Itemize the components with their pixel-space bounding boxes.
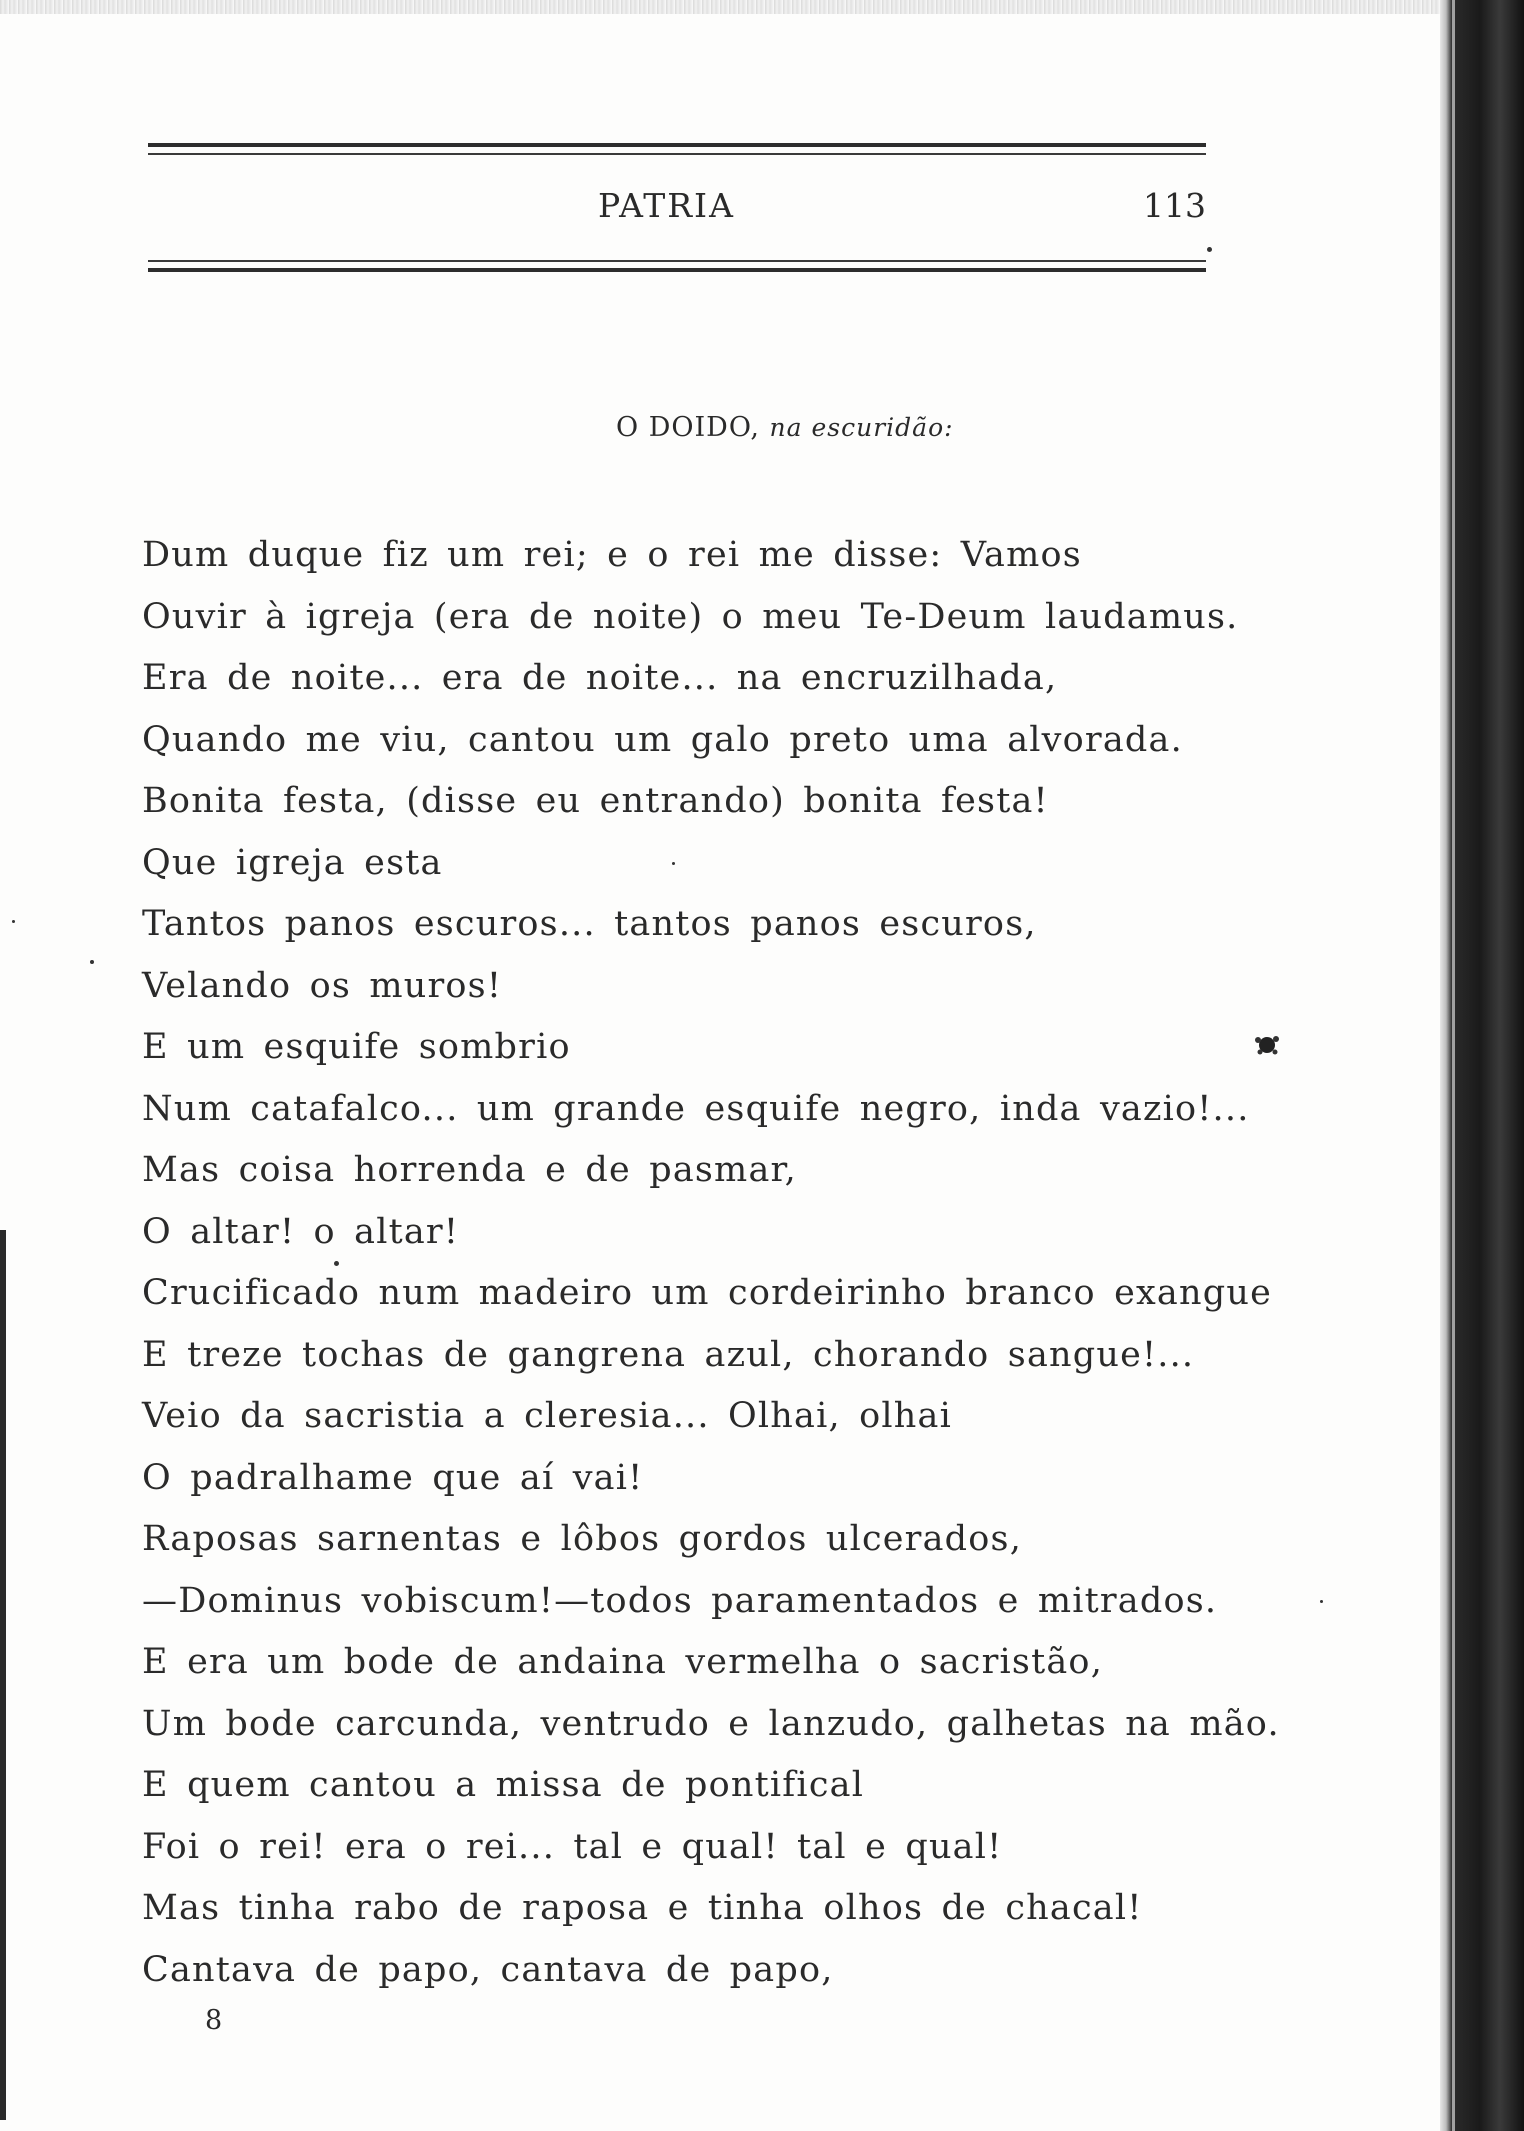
scan-speck [90, 960, 94, 964]
ink-blot-icon [1250, 1030, 1284, 1060]
binding-highlight [1452, 0, 1455, 2131]
verse-line: —Dominus vobiscum!—todos paramentados e mitrados. [142, 1580, 1218, 1621]
verse-line: Um bode carcunda, ventrudo e lanzudo, galhetas na mão. [142, 1703, 1280, 1744]
scan-noise-top [0, 0, 1440, 14]
verse-line: Que igreja esta [142, 842, 443, 883]
poem-verses [142, 530, 1280, 2006]
verse-line: E treze tochas de gangrena azul, chorando sangue!... [142, 1334, 1195, 1375]
verse-line: Quando me viu, cantou um galo preto uma alvorada. [142, 719, 1183, 760]
verse-line: Cantava de papo, cantava de papo, [142, 1949, 834, 1990]
verse-line: Crucificado num madeiro um cordeirinho branco exangue [142, 1273, 1272, 1313]
verse-line: Dum duque fiz um rei; e o rei me disse: Vamos [142, 535, 1082, 575]
verse-line: Num catafalco... um grande esquife negro, inda vazio!... [142, 1088, 1250, 1129]
verse-line: Mas tinha rabo de raposa e tinha olhos de chacal! [142, 1888, 1143, 1928]
verse-line: Mas coisa horrenda e de pasmar, [142, 1150, 797, 1190]
header-bottom-rule [148, 260, 1206, 272]
running-title: PATRIA [598, 186, 735, 225]
page-number: 113 [1143, 186, 1206, 225]
verse-line: Bonita festa, (disse eu entrando) bonita festa! [142, 781, 1049, 821]
verse-line: E era um bode de andaina vermelha o sacristão, [142, 1642, 1104, 1682]
verse-line: E quem cantou a missa de pontifical [142, 1765, 865, 1805]
verse-line: Ouvir à igreja (era de noite) o meu Te-Deum laudamus. [142, 596, 1239, 637]
verse-line: Era de noite... era de noite... na encruzilhada, [142, 658, 1058, 698]
verse-line: O padralhame que aí vai! [142, 1457, 644, 1498]
scan-speck [1207, 247, 1212, 252]
scan-speck [1320, 1600, 1323, 1603]
verse-line: Tantos panos escuros... tantos panos escuros, [142, 904, 1037, 944]
verse-line: Raposas sarnentas e lôbos gordos ulcerados, [142, 1519, 1023, 1559]
verse-line: Veio da sacristia a cleresia... Olhai, olhai [142, 1396, 953, 1436]
scan-speck [672, 862, 675, 865]
verse-line: E um esquife sombrio [142, 1027, 571, 1067]
verse-line: O altar! o altar! [142, 1211, 460, 1252]
speaker-name: O DOIDO, [616, 412, 760, 443]
header-top-rule [148, 143, 1206, 155]
scan-left-edge [0, 1230, 6, 2120]
signature-mark: 8 [205, 2005, 223, 2036]
verse-line: Velando os muros! [142, 965, 503, 1006]
scan-speck [12, 920, 15, 923]
stage-direction [616, 412, 954, 443]
verse-line: Foi o rei! era o rei... tal e qual! tal e qual! [142, 1826, 1003, 1867]
stage-direction-text: na escuridão: [769, 413, 954, 442]
running-head [148, 186, 1206, 226]
scan-speck [334, 1261, 339, 1266]
